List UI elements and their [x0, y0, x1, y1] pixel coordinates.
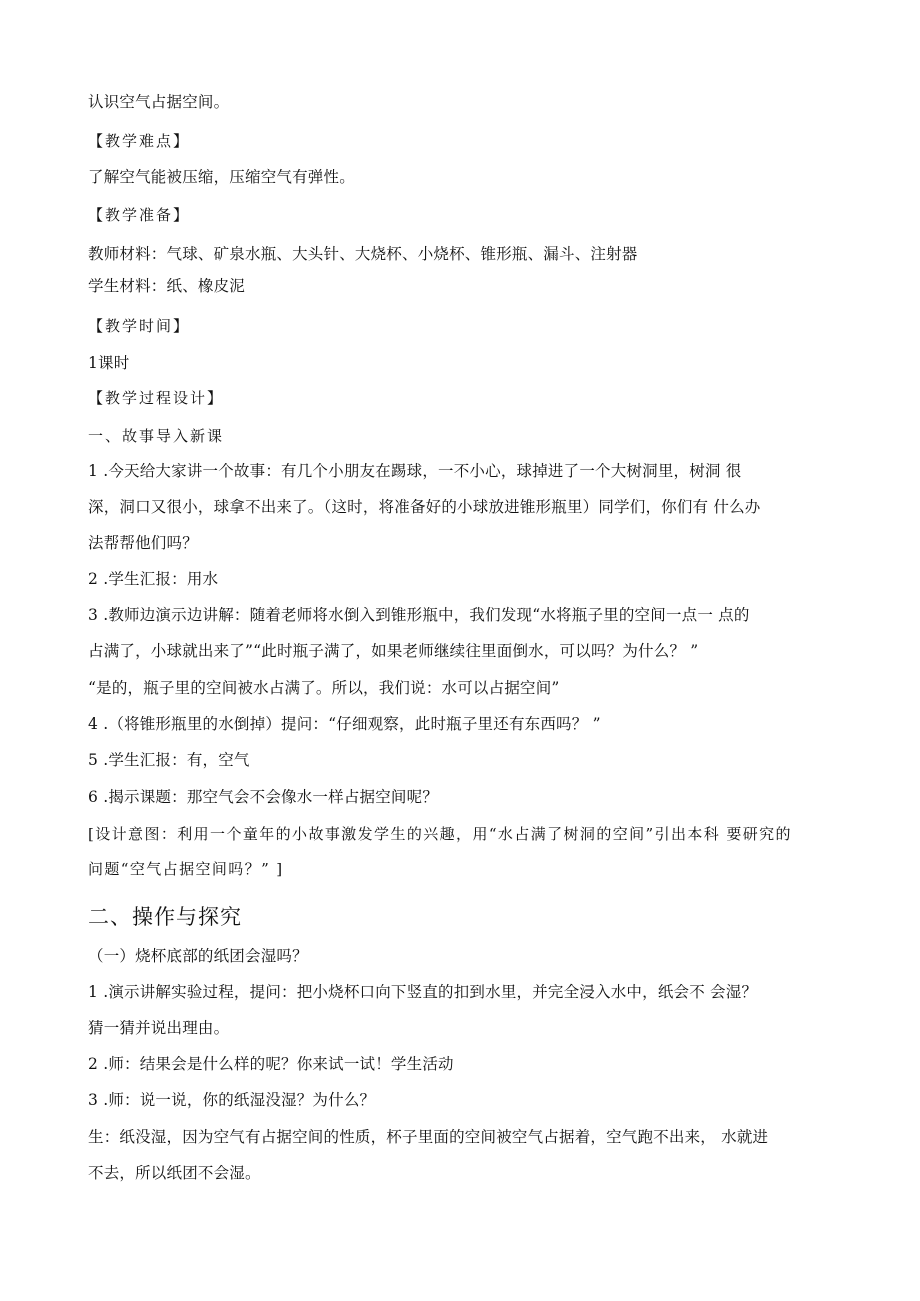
paragraph-exp-step-1-line-2: 猜一猜并说出理由。	[88, 1019, 230, 1037]
paragraph-teacher-materials: 教师材料：气球、矿泉水瓶、大头针、大烧杯、小烧杯、锥形瓶、漏斗、注射器	[88, 245, 638, 263]
paragraph-objective: 认识空气占据空间。	[88, 93, 230, 111]
paragraph-design-intent-line-2: 问题“空气占据空间吗？” ]	[88, 860, 284, 878]
subheading-beaker-paper: （一）烧杯底部的纸团会湿吗？	[88, 947, 308, 965]
paragraph-step-5: 5 .学生汇报：有，空气	[88, 751, 250, 769]
heading-process: 【教学过程设计】	[88, 389, 225, 407]
heading-preparation: 【教学准备】	[88, 206, 191, 224]
paragraph-student-materials: 学生材料：纸、橡皮泥	[88, 277, 246, 295]
paragraph-exp-step-2: 2 .师：结果会是什么样的呢？你来试一试！学生活动	[88, 1055, 454, 1073]
paragraph-step-3-line-3: “是的，瓶子里的空间被水占满了。所以，我们说：水可以占据空间”	[88, 679, 560, 697]
paragraph-time: 1课时	[88, 354, 130, 372]
heading-time: 【教学时间】	[88, 317, 191, 335]
subheading-story-intro: 一、故事导入新课	[88, 427, 225, 445]
paragraph-step-1-line-1: 1 .今天给大家讲一个故事：有几个小朋友在踢球，一不小心，球掉进了一个大树洞里，树洞 很	[88, 462, 742, 480]
paragraph-step-2: 2 .学生汇报：用水	[88, 570, 219, 588]
section-heading-operation: 二、操作与探究	[88, 905, 242, 929]
paragraph-step-3-line-1: 3 .教师边演示边讲解：随着老师将水倒入到锥形瓶中，我们发现“水将瓶子里的空间一点一 点的	[88, 606, 750, 624]
paragraph-exp-step-1-line-1: 1 .演示讲解实验过程，提问：把小烧杯口向下竖直的扣到水里，并完全浸入水中，纸会不 会湿？	[88, 983, 758, 1001]
paragraph-step-1-line-2: 深，洞口又很小，球拿不出来了。（这时，将准备好的小球放进锥形瓶里）同学们，你们有 什么办	[88, 498, 761, 516]
paragraph-difficulty: 了解空气能被压缩，压缩空气有弹性。	[88, 168, 355, 186]
paragraph-student-answer-line-2: 不去，所以纸团不会湿。	[88, 1164, 261, 1182]
paragraph-student-answer-line-1: 生：纸没湿，因为空气有占据空间的性质，杯子里面的空间被空气占据着，空气跑不出来， 水就进	[88, 1128, 769, 1146]
paragraph-exp-step-3: 3 .师：说一说，你的纸湿没湿？为什么？	[88, 1091, 376, 1109]
heading-difficulty: 【教学难点】	[88, 132, 191, 150]
paragraph-step-6: 6 .揭示课题：那空气会不会像水一样占据空间呢？	[88, 788, 439, 806]
paragraph-step-3-line-2: 占满了，小球就出来了”“此时瓶子满了，如果老师继续往里面倒水，可以吗？为什么？ ”	[88, 642, 699, 660]
paragraph-step-4: 4 .（将锥形瓶里的水倒掉）提问：“仔细观察，此时瓶子里还有东西吗？ ”	[88, 715, 601, 733]
paragraph-design-intent-line-1: [设计意图：利用一个童年的小故事激发学生的兴趣，用“水占满了树洞的空间”引出本科 要研究的	[88, 825, 792, 843]
paragraph-step-1-line-3: 法帮帮他们吗？	[88, 534, 198, 552]
